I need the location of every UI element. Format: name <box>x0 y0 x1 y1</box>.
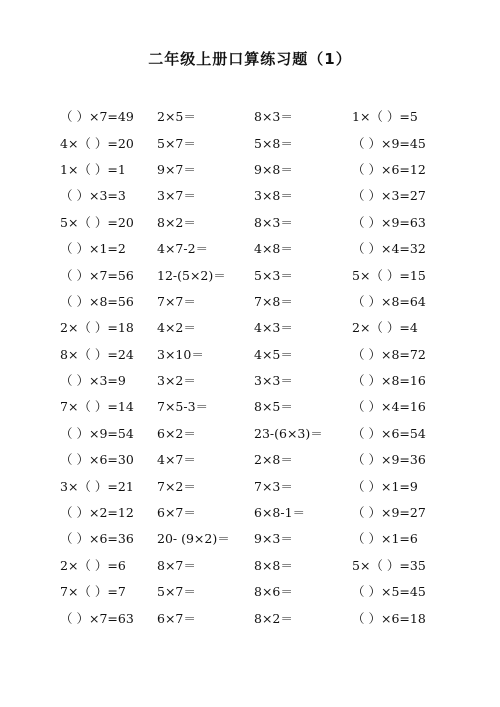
exercise-item: 8×3＝ <box>254 109 293 125</box>
exercise-item: （ ）×1=9 <box>352 478 418 494</box>
exercise-item: 7×2＝ <box>157 478 196 494</box>
exercise-item: 4×7-2＝ <box>157 241 209 257</box>
exercise-item: 8×6＝ <box>254 584 293 600</box>
exercise-item: 12-(5×2)＝ <box>157 267 226 283</box>
exercise-item: 4×2＝ <box>157 320 196 336</box>
exercise-item: （ ）×7=49 <box>60 109 134 125</box>
exercise-item: 8×7＝ <box>157 557 196 573</box>
exercise-item: 5×（ ）=35 <box>352 557 426 573</box>
exercise-item: 3×2＝ <box>157 373 196 389</box>
exercise-item: （ ）×3=27 <box>352 188 426 204</box>
exercise-item: 5×7＝ <box>157 584 196 600</box>
exercise-item: 8×2＝ <box>254 610 293 626</box>
exercise-item: 8×8＝ <box>254 557 293 573</box>
exercise-item: （ ）×4=16 <box>352 399 426 415</box>
exercise-item: （ ）×9=54 <box>60 425 134 441</box>
exercise-row <box>60 182 490 208</box>
exercise-item: 6×2＝ <box>157 425 196 441</box>
exercise-item: （ ）×1=6 <box>352 531 418 547</box>
exercise-item: 4×5＝ <box>254 346 293 362</box>
exercise-item: 6×7＝ <box>157 505 196 521</box>
exercise-item: 6×7＝ <box>157 610 196 626</box>
exercise-item: （ ）×6=54 <box>352 425 426 441</box>
exercise-item: （ ）×8=16 <box>352 373 426 389</box>
exercise-row <box>60 261 490 287</box>
exercise-item: （ ）×8=56 <box>60 293 134 309</box>
exercise-item: （ ）×1=2 <box>60 241 126 257</box>
exercise-item: （ ）×9=45 <box>352 135 426 151</box>
exercise-item: 6×8-1＝ <box>254 505 306 521</box>
exercise-item: 2×8＝ <box>254 452 293 468</box>
exercise-item: 2×（ ）=4 <box>352 320 418 336</box>
exercise-item: （ ）×3=9 <box>60 373 126 389</box>
exercise-item: 5×8＝ <box>254 135 293 151</box>
exercise-item: 4×7＝ <box>157 452 196 468</box>
exercise-item: 8×5＝ <box>254 399 293 415</box>
exercise-item: 3×8＝ <box>254 188 293 204</box>
exercise-item: 4×3＝ <box>254 320 293 336</box>
exercise-item: 3×（ ）=21 <box>60 478 134 494</box>
exercise-row <box>60 446 490 472</box>
exercise-item: 9×7＝ <box>157 161 196 177</box>
exercise-item: （ ）×9=27 <box>352 505 426 521</box>
exercise-row <box>60 314 490 340</box>
exercise-row <box>60 393 490 419</box>
exercise-item: 2×5＝ <box>157 109 196 125</box>
exercise-item: （ ）×7=63 <box>60 610 134 626</box>
exercise-item: 7×7＝ <box>157 293 196 309</box>
exercise-row <box>60 525 490 551</box>
exercise-item: 8×3＝ <box>254 214 293 230</box>
exercise-item: 1×（ ）=1 <box>60 161 126 177</box>
exercise-item: 1×（ ）=5 <box>352 109 418 125</box>
exercise-item: （ ）×7=56 <box>60 267 134 283</box>
exercise-row <box>60 604 490 630</box>
exercise-item: 5×3＝ <box>254 267 293 283</box>
exercise-row <box>60 367 490 393</box>
exercise-item: 7×5-3＝ <box>157 399 209 415</box>
exercise-item: （ ）×9=36 <box>352 452 426 468</box>
exercise-grid <box>60 103 490 631</box>
exercise-row <box>60 499 490 525</box>
exercise-item: （ ）×2=12 <box>60 505 134 521</box>
exercise-item: 3×3＝ <box>254 373 293 389</box>
exercise-item: （ ）×6=36 <box>60 531 134 547</box>
exercise-item: 2×（ ）=18 <box>60 320 134 336</box>
exercise-item: （ ）×6=12 <box>352 161 426 177</box>
exercise-item: 7×8＝ <box>254 293 293 309</box>
exercise-item: 7×（ ）=14 <box>60 399 134 415</box>
worksheet-title: 二年级上册口算练习题（1） <box>148 50 352 68</box>
exercise-item: （ ）×8=64 <box>352 293 426 309</box>
exercise-row <box>60 288 490 314</box>
exercise-item: 2×（ ）=6 <box>60 557 126 573</box>
exercise-row <box>60 472 490 498</box>
exercise-item: （ ）×6=18 <box>352 610 426 626</box>
exercise-item: 9×3＝ <box>254 531 293 547</box>
exercise-row <box>60 209 490 235</box>
exercise-item: 23-(6×3)＝ <box>254 425 323 441</box>
exercise-item: （ ）×3=3 <box>60 188 126 204</box>
exercise-row <box>60 341 490 367</box>
exercise-item: 3×7＝ <box>157 188 196 204</box>
exercise-item: （ ）×8=72 <box>352 346 426 362</box>
exercise-item: 4×（ ）=20 <box>60 135 134 151</box>
exercise-row <box>60 578 490 604</box>
exercise-item: 7×3＝ <box>254 478 293 494</box>
exercise-item: （ ）×5=45 <box>352 584 426 600</box>
exercise-item: 3×10＝ <box>157 346 204 362</box>
exercise-row <box>60 156 490 182</box>
exercise-row <box>60 235 490 261</box>
exercise-item: 20- (9×2)＝ <box>157 531 230 547</box>
exercise-item: 7×（ ）=7 <box>60 584 126 600</box>
exercise-row <box>60 552 490 578</box>
exercise-item: （ ）×6=30 <box>60 452 134 468</box>
exercise-item: 9×8＝ <box>254 161 293 177</box>
exercise-item: 8×（ ）=24 <box>60 346 134 362</box>
exercise-item: 4×8＝ <box>254 241 293 257</box>
exercise-item: 5×（ ）=20 <box>60 214 134 230</box>
exercise-item: （ ）×4=32 <box>352 241 426 257</box>
exercise-item: 5×7＝ <box>157 135 196 151</box>
exercise-item: 5×（ ）=15 <box>352 267 426 283</box>
exercise-item: 8×2＝ <box>157 214 196 230</box>
exercise-item: （ ）×9=63 <box>352 214 426 230</box>
exercise-row <box>60 103 490 129</box>
exercise-row <box>60 420 490 446</box>
exercise-row <box>60 129 490 155</box>
